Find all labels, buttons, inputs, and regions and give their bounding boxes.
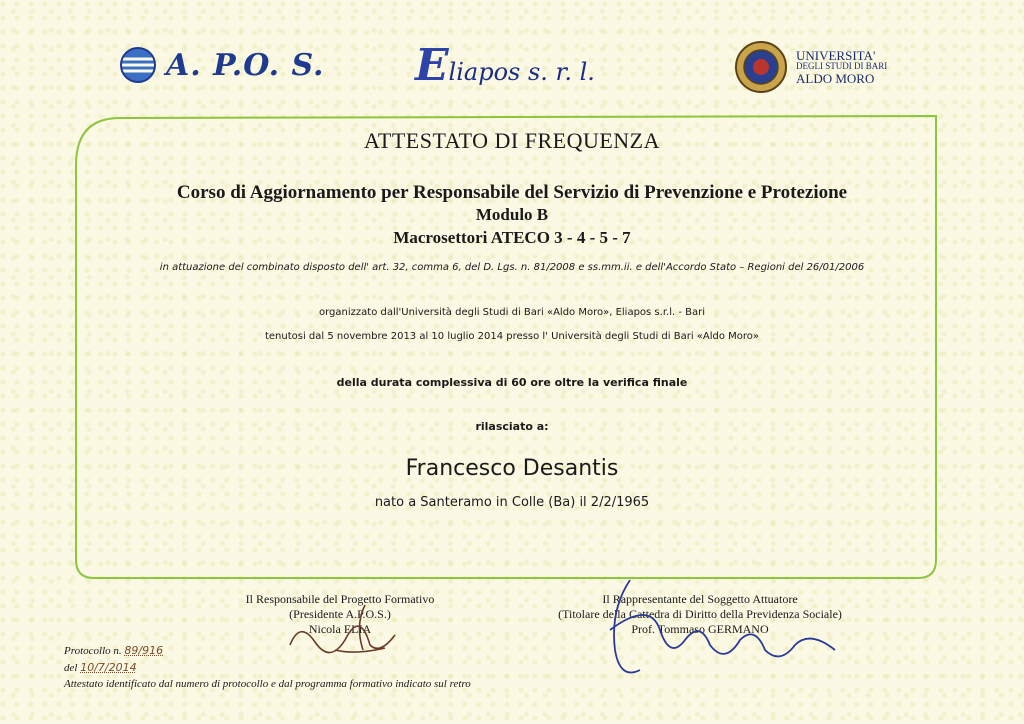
eliapos-logo bbox=[415, 40, 595, 91]
legal-reference: in attuazione del combinato disposto dell' art. 32, comma 6, del D. Lgs. n. 81/2008 e ss.mm.ii. e dell'Accordo Stato – Regioni del 26/01/2006 bbox=[159, 262, 865, 273]
right-signatory-title: (Titolare della Cattedra di Diritto della Previdenza Sociale) bbox=[558, 607, 842, 621]
right-signatory-role: Il Rappresentante del Soggetto Attuatore bbox=[602, 592, 798, 606]
university-line1: UNIVERSITA' bbox=[796, 47, 876, 63]
module-label: Modulo B bbox=[475, 205, 549, 224]
protocol-number-label: Protocollo n. bbox=[64, 645, 122, 657]
eliapos-initial: E bbox=[415, 40, 449, 91]
left-signatory-name: Nicola ELIA bbox=[308, 622, 372, 636]
sectors-label: Macrosettori ATECO 3 - 4 - 5 - 7 bbox=[393, 228, 631, 247]
right-signature-scribble bbox=[590, 570, 860, 690]
university-line3: ALDO MORO bbox=[796, 70, 875, 86]
eliapos-name: liapos s. r. l. bbox=[448, 58, 595, 86]
right-signatory-name: Prof. Tommaso GERMANO bbox=[631, 622, 769, 636]
course-title: Corso di Aggiornamento per Responsabile del Servizio di Prevenzione e Protezione bbox=[176, 182, 848, 203]
dates-text: tenutosi dal 5 novembre 2013 al 10 luglio 2014 presso l' Università degli Studi di Bari «Aldo Moro» bbox=[264, 331, 760, 342]
university-logo bbox=[734, 40, 887, 94]
issued-to-label: rilasciato a: bbox=[475, 420, 549, 433]
globe-icon bbox=[118, 45, 158, 85]
protocol-date-label: del bbox=[64, 661, 78, 674]
protocol-number-value: 89/916 bbox=[124, 644, 164, 657]
duration-text: della durata complessiva di 60 ore oltre la verifica finale bbox=[336, 376, 688, 389]
protocol-date-value: 10/7/2014 bbox=[80, 660, 137, 674]
recipient-name: Francesco Desantis bbox=[405, 456, 619, 481]
protocol-block bbox=[64, 643, 471, 693]
left-signatory-title: (Presidente A.P.O.S.) bbox=[289, 607, 391, 621]
protocol-note: Attestato identificato dal numero di protocollo e dal programma formativo indicato sul retro bbox=[64, 677, 471, 690]
apos-logo bbox=[118, 45, 325, 85]
left-signatory-role: Il Responsabile del Progetto Formativo bbox=[245, 592, 435, 606]
birth-info: nato a Santeramo in Colle (Ba) il 2/2/1965 bbox=[374, 495, 650, 510]
organizer-text: organizzato dall'Università degli Studi di Bari «Aldo Moro», Eliapos s.r.l. - Bari bbox=[319, 307, 705, 318]
university-line2: DEGLI STUDI DI BARI bbox=[796, 61, 888, 72]
certificate-title: ATTESTATO DI FREQUENZA bbox=[363, 128, 661, 153]
apos-logo-text: A. P.O. S. bbox=[166, 47, 325, 83]
university-seal-icon bbox=[734, 40, 788, 94]
